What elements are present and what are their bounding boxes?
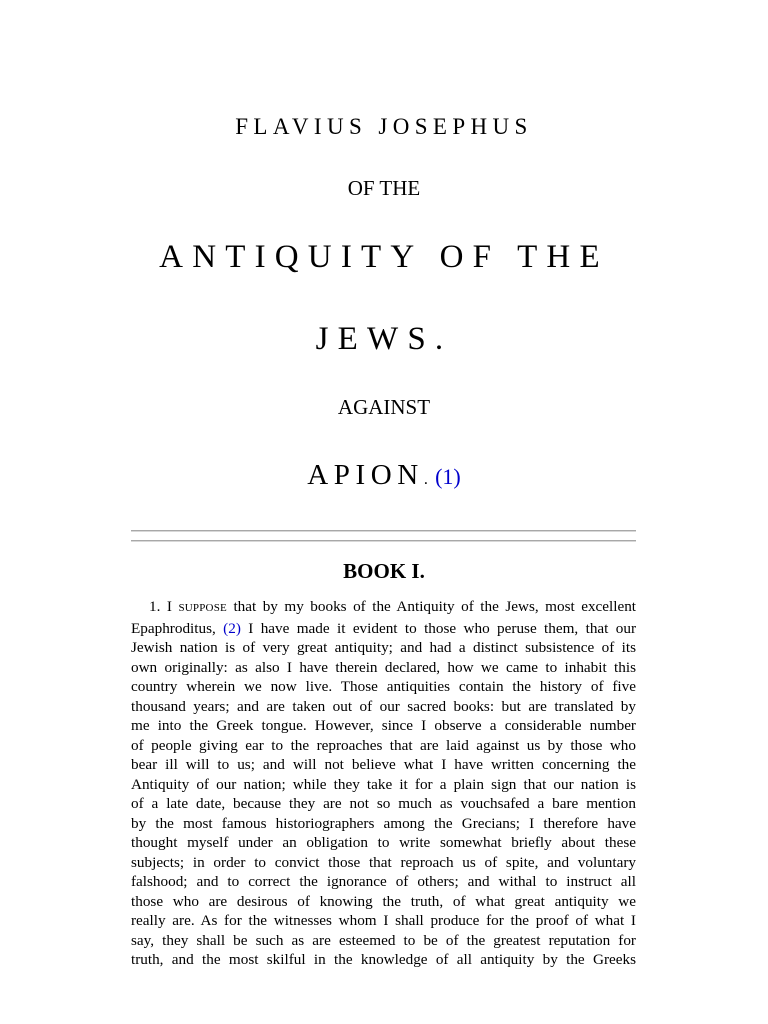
- text-line: truth, and the most skilful in the knowledge of all antiquity by the Greeks: [131, 951, 636, 968]
- author-name: FLAVIUS JOSEPHUS: [235, 114, 533, 139]
- small-caps-word: SUPPOSE: [178, 602, 227, 614]
- text-line: bear ill will to us; and will not believe what I have written concerning the: [131, 756, 636, 773]
- text-line: Antiquity of our nation; while they take it for a plain sign that our nation is: [131, 775, 636, 793]
- title-connector-of-the: OF THE: [347, 176, 421, 200]
- work-title-line-2: JEWS.: [315, 321, 453, 357]
- book-body-text: [131, 597, 636, 1017]
- text-line: say, they shall be such as are esteemed to be of the greatest reputation for: [131, 931, 636, 949]
- paragraph-1: [131, 597, 636, 970]
- paragraph-number: 1. I: [149, 598, 172, 615]
- text-line: country wherein we now live. Those antiquities contain the history of five: [131, 678, 636, 695]
- text-line: [131, 619, 636, 639]
- horizontal-rule-top: [131, 530, 636, 532]
- text-line: those who are desirous of knowing the truth, of what great antiquity we: [131, 892, 636, 910]
- text-line: by the most famous historiographers among the Grecians; I therefore have: [131, 814, 636, 832]
- footnote-link-1[interactable]: (1): [435, 464, 461, 489]
- text-line: own originally: as also I have therein declared, how we came to inhabit this: [131, 658, 636, 676]
- text-line: falshood; and to correct the ignorance of others; and withal to instruct all: [131, 873, 636, 890]
- footnote-link-2[interactable]: (2): [223, 619, 241, 637]
- book-heading: BOOK I.: [343, 559, 425, 583]
- text-line: me into the Greek tongue. However, since I observe a considerable number: [131, 717, 636, 734]
- horizontal-rule-bottom: [131, 540, 636, 542]
- text-line: [131, 597, 636, 619]
- text-line: really are. As for the witnesses whom I shall produce for the proof of what I: [131, 912, 636, 929]
- work-title-apion: [0, 456, 768, 499]
- text-fragment: that by my books of the Antiquity of the Jews, most excellent: [233, 598, 636, 615]
- text-line: of people giving ear to the reproaches that are laid against us by those who: [131, 736, 636, 754]
- text-fragment: Epaphroditus,: [131, 619, 216, 637]
- text-fragment: I have made it evident to those who peruse them, that our: [248, 619, 636, 637]
- text-line: of a late date, because they are not so much as vouchsafed a bare mention: [131, 795, 636, 812]
- work-title-line-1: ANTIQUITY OF THE: [159, 239, 609, 275]
- text-line: thousand years; and are taken out of our sacred books: but are translated by: [131, 697, 636, 715]
- apion-word: APION: [307, 459, 424, 491]
- title-connector-against: AGAINST: [337, 395, 431, 419]
- text-line: thought myself under an obligation to write somewhat briefly about these: [131, 834, 636, 851]
- text-line: Jewish nation is of very great antiquity; and had a distinct subsistence of its: [131, 639, 636, 656]
- apion-period: .: [423, 471, 428, 488]
- text-line: subjects; in order to convict those that reproach us of spite, and voluntary: [131, 853, 636, 871]
